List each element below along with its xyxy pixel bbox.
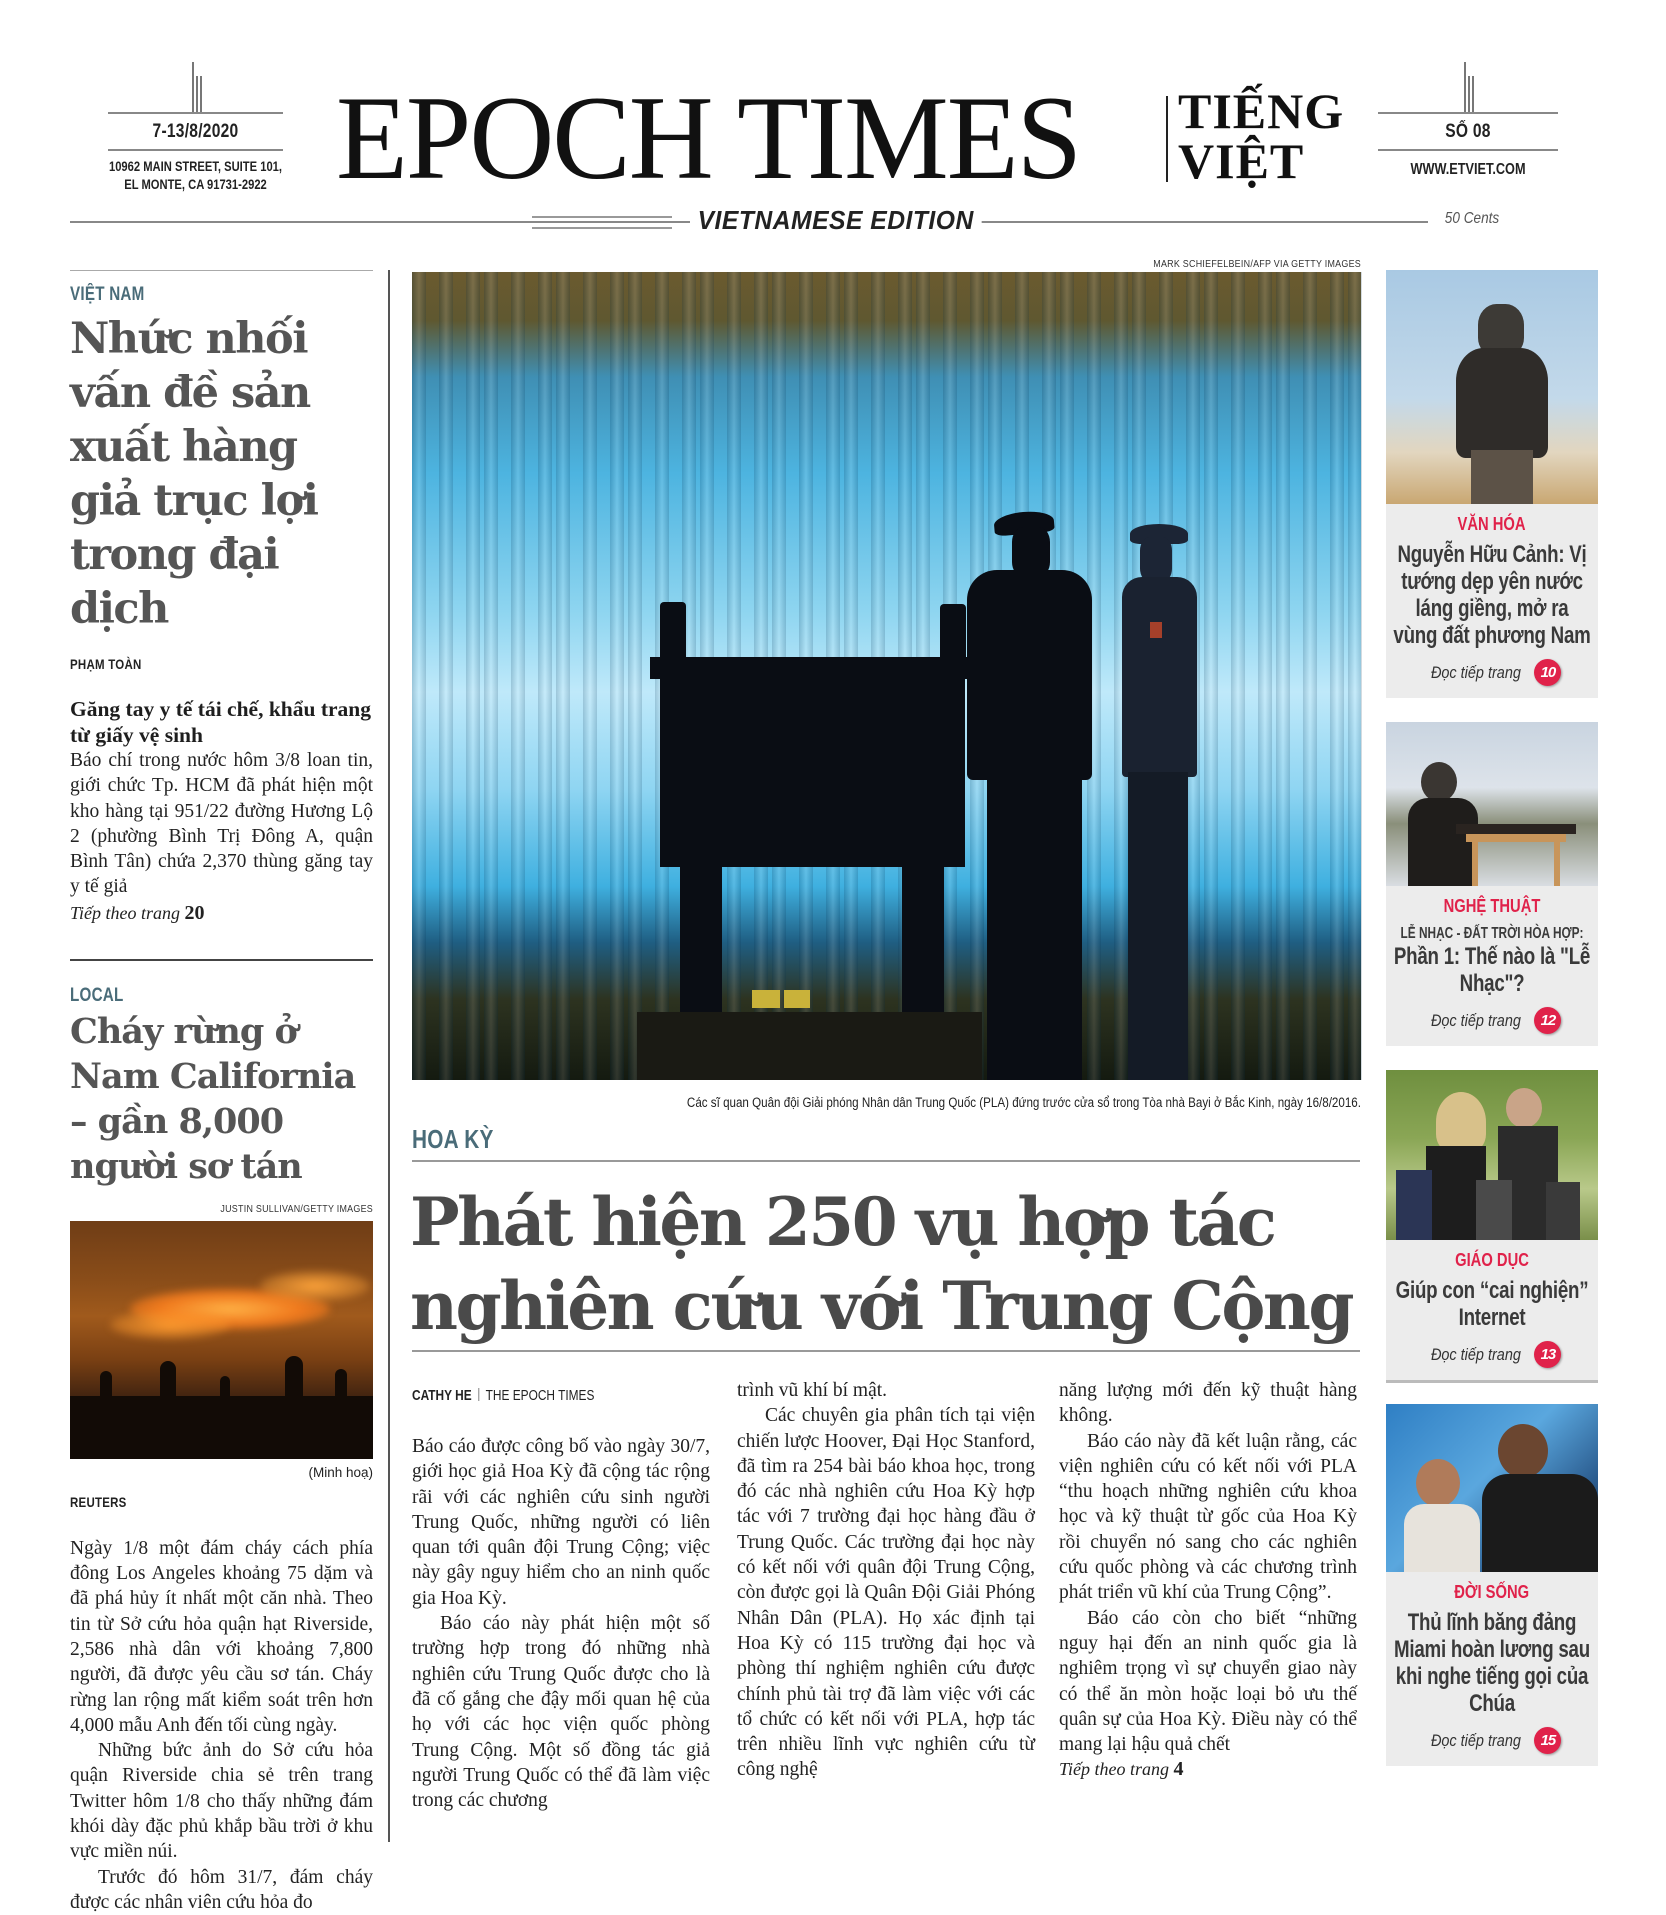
continued-link[interactable] <box>1059 1757 1357 1782</box>
badge <box>1150 622 1162 638</box>
promo-body <box>1386 1240 1598 1380</box>
divider <box>412 1350 1360 1352</box>
officer-head <box>1140 537 1172 582</box>
curtain-fold <box>1204 272 1218 1080</box>
story-subhead: Găng tay y tế tái chế, khẩu trang từ giấy vệ sinh <box>70 697 371 747</box>
main-byline <box>412 1388 594 1404</box>
curtain-fold <box>511 272 525 1080</box>
divider <box>108 149 283 151</box>
curtain-fold <box>466 272 480 1080</box>
section-kicker[interactable]: VIỆT NAM <box>70 284 145 305</box>
curtain-fold <box>1258 272 1272 1080</box>
divider <box>412 1160 1360 1162</box>
curtain-fold <box>583 272 597 1080</box>
main-story-column-1 <box>412 1434 710 1813</box>
logo-subtitle <box>1178 83 1345 189</box>
logo-divider <box>1166 96 1168 182</box>
read-more[interactable] <box>1392 1727 1592 1754</box>
curtain-fold <box>610 272 624 1080</box>
child <box>1396 1170 1432 1240</box>
promo-title: Nguyễn Hữu Cảnh: Vị tướng dẹp yên nước láng giềng, mở ra vùng đất phương Nam <box>1393 541 1591 649</box>
child <box>1546 1182 1580 1240</box>
spacer <box>1386 698 1598 722</box>
musician-photo <box>1386 722 1598 886</box>
left-column <box>70 270 373 1915</box>
promo-kicker: GIÁO DỤC <box>1455 1250 1529 1270</box>
promo-body <box>1386 886 1598 1046</box>
continued-label: Tiếp theo trang <box>70 902 181 923</box>
person-body <box>1404 1504 1480 1572</box>
story-headline[interactable]: Nhức nhối vấn đề sản xuất hàng giả trục lợi trong đại dịch <box>70 314 318 634</box>
main-story-column-3 <box>1059 1378 1357 1783</box>
vessel-body <box>660 672 965 867</box>
story-byline: REUTERS <box>70 1493 127 1510</box>
vessel-handle-right <box>940 604 966 664</box>
main-photo-credit: MARK SCHIEFELBEIN/AFP VIA GETTY IMAGES <box>1153 258 1361 270</box>
masthead-rule-ornament <box>532 216 672 218</box>
person-hair <box>1436 1092 1486 1152</box>
paragraph: Những bức ảnh do Sở cứu hỏa quận Riverside chia sẻ trên trang Twitter hôm 1/8 cho thấy những đám khói dày đặc phủ khắp bầu trời ở khu vực miền núi. <box>70 1740 373 1863</box>
curtain-fold <box>556 272 570 1080</box>
paragraph: Báo chí trong nước hôm 3/8 loan tin, giới chức Tp. HCM đã phát hiện một kho hàng tại 951/22 đường Hương Lộ 2 (phường Bình Trị Đông A, quận Bình Tân) chứa 2,370 thùng găng tay y tế giả <box>70 750 373 898</box>
spire-ornament <box>108 62 283 112</box>
continued-label: Tiếp theo trang <box>1059 1759 1170 1780</box>
paragraph: Báo cáo này đã kết luận rằng, các viện nghiên cứu có kết nối với PLA “thu hoạch những nghiên cứu khoa học và kỹ thuật từ gốc của Hoa Kỳ rồi chuyển nó sang cho các nghiên cứu quốc phòng và các chương trình phát triển vũ khí của Trung Cộng”. <box>1059 1430 1357 1604</box>
website-link[interactable]: WWW.ETVIET.COM <box>1410 161 1526 178</box>
promo-kicker: VĂN HÓA <box>1457 514 1527 534</box>
masthead-right <box>1378 62 1558 179</box>
paragraph: Báo cáo này phát hiện một số trường hợp trong đó những nhà nghiên cứu Trung Quốc được cho là đã cố gắng che đậy mối quan hệ của họ với các học viện quốc phòng Trung Cộng. Một số đồng tác giả người Trung Quốc có thể đã làm việc trong các chương <box>412 1613 710 1812</box>
vessel-pedestal <box>637 1012 982 1080</box>
curtain-fold <box>439 272 453 1080</box>
promo-card[interactable] <box>1386 1404 1598 1766</box>
masthead-left <box>108 62 283 193</box>
promo-kicker: ĐỜI SỐNG <box>1454 1582 1530 1602</box>
read-more-label: Đọc tiếp trang <box>1430 1010 1521 1030</box>
promo-card[interactable] <box>1386 1070 1598 1380</box>
byline-separator <box>478 1388 479 1401</box>
author-name: CATHY HE <box>412 1388 472 1404</box>
main-headline[interactable] <box>410 1180 1370 1348</box>
paragraph: năng lượng mới đến kỹ thuật hàng không. <box>1059 1380 1357 1427</box>
promo-card[interactable] <box>1386 270 1598 698</box>
story-local[interactable] <box>70 985 373 1915</box>
continued-link[interactable] <box>70 902 373 925</box>
curtain-fold <box>1231 272 1245 1080</box>
person-head <box>1498 1424 1548 1478</box>
curtain-fold <box>1276 272 1290 1080</box>
promo-title: Thủ lĩnh băng đảng Miami hoàn lương sau khi nghe tiếng gọi của Chúa <box>1394 1609 1590 1717</box>
story-body <box>70 1536 373 1915</box>
plaque <box>752 990 780 1008</box>
spire-ornament <box>1378 62 1558 112</box>
logo-subtitle-line2: VIỆT <box>1178 133 1305 189</box>
read-more-label: Đọc tiếp trang <box>1430 662 1521 682</box>
promo-title: Phần 1: Thế nào là "Lễ Nhạc"? <box>1393 943 1591 997</box>
plaque <box>784 990 810 1008</box>
page-number-badge: 15 <box>1534 1727 1561 1754</box>
vessel-handle-left <box>660 602 686 662</box>
main-story-column-2 <box>737 1378 1035 1783</box>
section-kicker[interactable]: LOCAL <box>70 984 124 1006</box>
couple-photo <box>1386 1404 1598 1572</box>
vessel-leg <box>680 862 722 1012</box>
outlet-name: THE EPOCH TIMES <box>485 1388 595 1404</box>
story-divider <box>70 959 373 961</box>
masthead-rule-ornament <box>532 227 672 229</box>
paragraph: Các chuyên gia phân tích tại viện chiến lược Hoover, Đại Học Stanford, đã tìm ra 254 bài báo khoa học, trong đó các nhà nghiên cứu Hoa Kỳ hợp tác với 7 trường đại học hàng đầu ở Trung Quốc. Các trường đại học này có kết nối với quân đội Trung Cộng, còn được gọi là Quân Đội Giải Phóng Nhân Dân (PLA). Họ xác định tại Hoa Kỳ có 115 trường đại học và phòng thí nghiệm nghiên cứu được chính phủ tài trợ đã làm việc với các tổ chức có kết nối với PLA, hợp tác trên nhiều lĩnh vực nghiên cứu từ công nghệ <box>737 1405 1035 1781</box>
logo-subtitle-line1: TIẾNG <box>1178 83 1345 139</box>
divider <box>1378 149 1558 151</box>
main-photo-caption: Các sĩ quan Quân đội Giải phóng Nhân dân Trung Quốc (PLA) đứng trước cửa sổ trong Tòa nhà Bayi ở Bắc Kinh, ngày 16/8/2016. <box>686 1095 1361 1110</box>
story-byline: PHẠM TOÀN <box>70 656 142 672</box>
main-headline-line2: nghiên cứu với Trung Cộng <box>410 1267 1353 1345</box>
promo-body <box>1386 504 1598 698</box>
promo-kicker: NGHỆ THUẬT <box>1443 896 1541 916</box>
main-headline-line1: Phát hiện 250 vụ hợp tác <box>410 1183 1275 1261</box>
price-label: 50 Cents <box>1438 210 1506 228</box>
page-number-badge: 10 <box>1534 659 1561 686</box>
curtain-fold <box>412 272 426 1080</box>
edition-label: VIETNAMESE EDITION <box>690 205 981 236</box>
person-head <box>1416 1459 1460 1507</box>
paragraph: Báo cáo còn cho biết “những nguy hại đến an ninh quốc gia là nghiêm trọng vì sự chuyển giao này có thể ăn mòn hoặc loại bỏ ưu thế quân sự của Hoa Kỳ. Điều này có thể mang lại hậu quả chết <box>1059 1607 1357 1756</box>
column-divider <box>388 270 390 1842</box>
photo-credit: JUSTIN SULLIVAN/GETTY IMAGES <box>220 1202 373 1215</box>
paragraph: trình vũ khí bí mật. <box>737 1380 888 1401</box>
read-more-label: Đọc tiếp trang <box>1430 1730 1521 1750</box>
child <box>1476 1180 1512 1240</box>
story-body <box>70 748 373 900</box>
read-more[interactable] <box>1392 659 1592 686</box>
table-leg <box>1554 842 1560 886</box>
issue-number: SỐ 08 <box>1445 121 1491 142</box>
read-more[interactable] <box>1392 1341 1592 1368</box>
zither <box>1456 824 1576 834</box>
curtain-fold <box>1348 272 1362 1080</box>
musician-head <box>1421 762 1457 802</box>
table-leg <box>1472 842 1478 886</box>
spacer <box>1386 1046 1598 1070</box>
promo-card[interactable] <box>1386 722 1598 1046</box>
address-line-2: EL MONTE, CA 91731-2922 <box>124 176 267 192</box>
person-head <box>1506 1088 1542 1128</box>
paragraph: Trước đó hôm 31/7, đám cháy được các nhân viên cứu hỏa đo <box>70 1866 373 1913</box>
address-line-1: 10962 MAIN STREET, SUITE 101, <box>108 158 283 174</box>
person-body <box>1482 1474 1598 1572</box>
read-more[interactable] <box>1392 1007 1592 1034</box>
table <box>1466 834 1566 842</box>
paragraph: Báo cáo được công bố vào ngày 30/7, giới học giả Hoa Kỳ đã cộng tác rộng rãi với các nghiên cứu sinh người Trung Quốc, những người có liên quan tới quân đội Trung Cộng; việc này gây nguy hiểm cho an ninh quốc gia Hoa Kỳ. <box>412 1436 710 1609</box>
curtain-fold <box>484 272 498 1080</box>
curtain-fold <box>538 272 552 1080</box>
officer-body <box>1122 577 1197 777</box>
spacer <box>1000 216 1140 218</box>
story-headline[interactable]: Cháy rừng ở Nam California – gần 8,000 người sơ tán <box>70 1010 356 1187</box>
curtain-fold <box>1303 272 1317 1080</box>
curtain-fold <box>1330 272 1344 1080</box>
statue-body <box>1456 348 1548 458</box>
read-more-label: Đọc tiếp trang <box>1430 1344 1521 1364</box>
statue-photo <box>1386 270 1598 504</box>
logo[interactable]: EPOCH TIMES <box>336 71 1081 204</box>
promo-title: Giúp con “cai nghiện” Internet <box>1395 1277 1589 1331</box>
vessel-leg <box>902 862 944 1012</box>
officer-legs <box>987 772 1082 1080</box>
issue-date: 7-13/8/2020 <box>152 121 239 142</box>
promo-pretitle: LỄ NHẠC - ĐẤT TRỜI HÒA HỢP: <box>1400 925 1584 942</box>
page-number-badge: 13 <box>1534 1341 1561 1368</box>
spacer <box>1386 1380 1598 1404</box>
musician-body <box>1408 798 1478 886</box>
story-vietnam[interactable] <box>70 284 373 961</box>
statue-base <box>1471 450 1533 504</box>
officer-body <box>967 570 1092 780</box>
main-section-kicker[interactable]: HOA KỲ <box>412 1124 494 1154</box>
curtain-fold <box>628 272 642 1080</box>
photo-caption: (Minh hoạ) <box>308 1464 373 1480</box>
right-column <box>1386 270 1598 1766</box>
continued-page: 4 <box>1173 1758 1184 1781</box>
officer-legs <box>1128 772 1188 1080</box>
wildfire-photo[interactable] <box>70 1221 373 1459</box>
paragraph: Ngày 1/8 một đám cháy cách phía đông Los Angeles khoảng 75 dặm và đã phá hủy ít nhất một căn nhà. Theo tin từ Sở cứu hỏa quận hạt Riverside, 2,586 nhà dân với khoảng 7,800 người, đã được yêu cầu sơ tán. Cháy rừng lan rộng mất kiểm soát trên hơn 4,000 mẫu Anh đến tối cùng ngày. <box>70 1537 373 1736</box>
family-photo <box>1386 1070 1598 1240</box>
main-photo[interactable] <box>412 272 1361 1080</box>
continued-page: 20 <box>184 901 205 924</box>
promo-body <box>1386 1572 1598 1766</box>
page-number-badge: 12 <box>1534 1007 1561 1034</box>
